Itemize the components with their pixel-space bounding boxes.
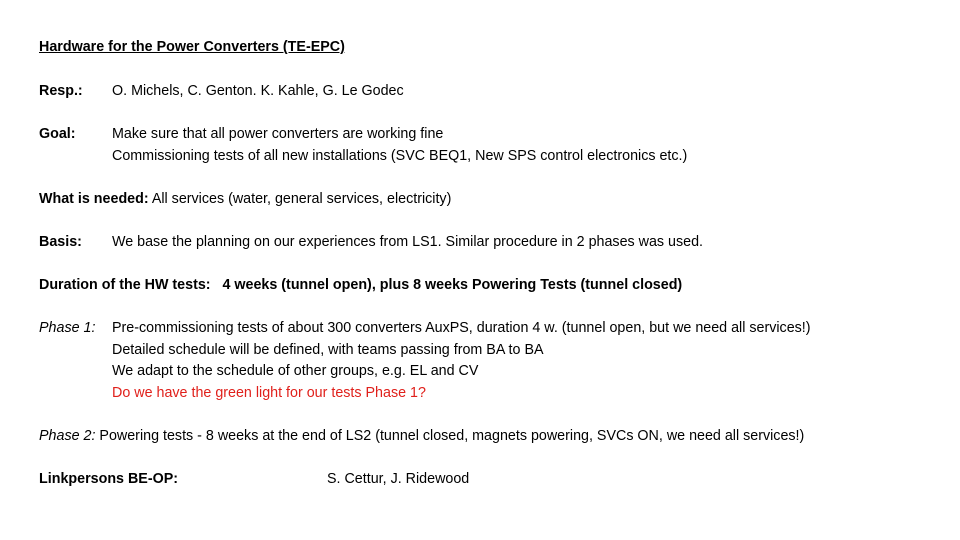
basis-value: We base the planning on our experiences from LS1. Similar procedure in 2 phases was used. [112, 234, 704, 250]
needed-label: What is needed: [39, 191, 149, 207]
phase1-line-2: Detailed schedule will be defined, with teams passing from BA to BA [112, 342, 544, 358]
linkpersons-label: Linkpersons BE-OP: [39, 471, 179, 487]
phase2-line [39, 427, 804, 445]
phase1-line-1: Pre-commissioning tests of about 300 converters AuxPS, duration 4 w. (tunnel open, but we need all services!) [112, 320, 811, 336]
needed-value: All services (water, general services, electricity) [151, 191, 452, 207]
resp-value: O. Michels, C. Genton. K. Kahle, G. Le Godec [112, 83, 404, 99]
resp-label: Resp.: [39, 83, 83, 99]
phase1-question: Do we have the green light for our tests Phase 1? [112, 385, 426, 401]
basis-label: Basis: [39, 234, 82, 250]
phase2-label: Phase 2: [39, 428, 96, 444]
goal-label: Goal: [39, 126, 76, 142]
linkpersons-value: S. Cettur, J. Ridewood [327, 471, 470, 487]
page-title: Hardware for the Power Converters (TE-EPC) [39, 39, 345, 55]
phase1-line-3: We adapt to the schedule of other groups, e.g. EL and CV [112, 363, 479, 379]
goal-line-2: Commissioning tests of all new installations (SVC BEQ1, New SPS control electronics etc.) [112, 148, 688, 164]
phase1-label: Phase 1: [39, 320, 96, 336]
duration-line: Duration of the HW tests: 4 weeks (tunnel open), plus 8 weeks Powering Tests (tunnel closed) [39, 277, 683, 293]
needed-line [39, 190, 451, 208]
phase2-value: Powering tests - 8 weeks at the end of LS2 (tunnel closed, magnets powering, SVCs ON, we need all services!) [99, 428, 805, 444]
goal-line-1: Make sure that all power converters are working fine [112, 126, 444, 142]
